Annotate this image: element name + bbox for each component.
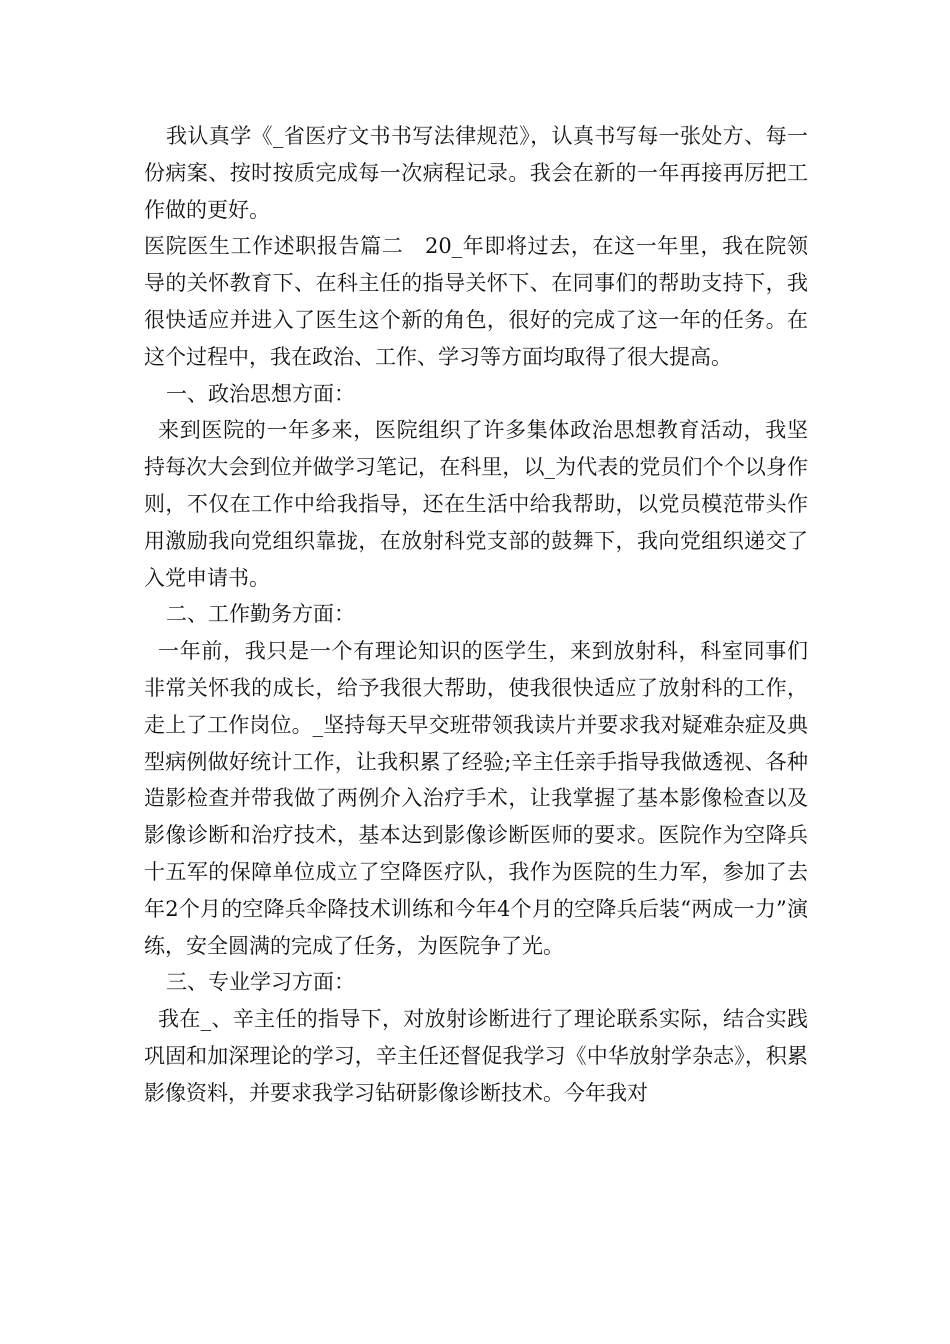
paragraph-professional-study: 我在_、辛主任的指导下，对放射诊断进行了理论联系实际，结合实践巩固和加深理论的学习，辛主任还督促我学习《中华放射学杂志》，积累影像资料，并要求我学习钻研影像诊断技术。今年我对 (144, 1007, 808, 1105)
paragraph-political-thought: 来到医院的一年多来，医院组织了许多集体政治思想教育活动，我坚持每次大会到位并做学习笔记，在科里，以_为代表的党员们个个以身作则，不仅在工作中给我指导，还在生活中给我帮助，以党员模范带头作用激励我向党组织靠拢，在放射科党支部的鼓舞下，我向党组织递交了入党申请书。 (144, 418, 808, 590)
paragraph-work-duty: 一年前，我只是一个有理论知识的医学生，来到放射科，科室同事们非常关怀我的成长，给予我很大帮助，使我很快适应了放射科的工作，走上了工作岗位。_坚持每天早交班带领我读片并要求我对疑难杂症及典型病例做好统计工作，让我积累了经验;辛主任亲手指导我做透视、各种造影检查并带我做了两例介入治疗手术，让我掌握了基本影像检查以及影像诊断和治疗技术，基本达到影像诊断医师的要求。医院作为空降兵十五军的保障单位成立了空降医疗队，我作为医院的生力军，参加了去年2个月的空降兵伞降技术训练和今年4个月的空降兵后装“两成一力”演练，安全圆满的完成了任务，为医院争了光。 (144, 639, 808, 958)
paragraph-report-intro: 医院医生工作述职报告篇二 20_年即将过去，在这一年里，我在院领导的关怀教育下、在科主任的指导关怀下、在同事们的帮助支持下，我很快适应并进入了医生这个新的角色，很好的完成了这一年的任务。在这个过程中，我在政治、工作、学习等方面均取得了很大提高。 (144, 234, 808, 369)
heading-political-thought: 一、政治思想方面： (166, 381, 355, 406)
document-body (144, 118, 808, 1112)
heading-professional-study: 三、专业学习方面： (166, 970, 355, 995)
heading-work-duty: 二、工作勤务方面： (166, 602, 355, 627)
paragraph-study-regulations: 我认真学《_省医疗文书书写法律规范》，认真书写每一张处方、每一份病案、按时按质完成每一次病程记录。我会在新的一年再接再厉把工作做的更好。 (144, 124, 808, 222)
